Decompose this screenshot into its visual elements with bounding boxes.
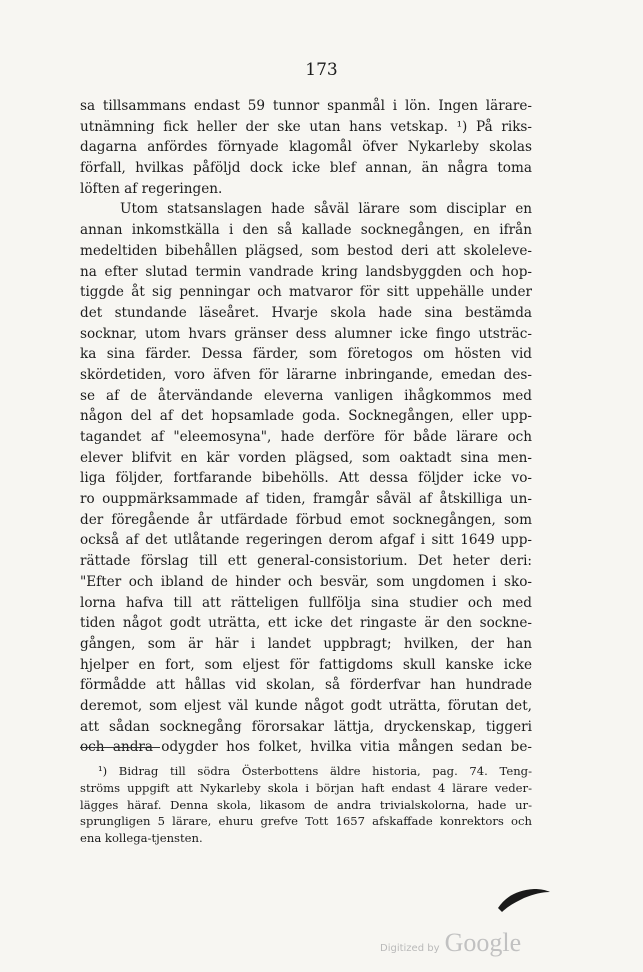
text-line: tiden något godt uträtta, ett icke det ringaste är den sockne- (80, 615, 532, 632)
text-line: annan inkomstkälla i den så kallade socknegången, en ifrån (80, 222, 532, 239)
text-line: skördetiden, voro äfven för lärarne inbringande, emedan des- (80, 366, 532, 383)
text-line: socknar, utom hvars gränser dess alumner icke fingo utsträc- (80, 325, 532, 342)
footnotes (80, 763, 532, 847)
text-line: löften af regeringen. (80, 180, 223, 197)
watermark-logo: Google (444, 928, 522, 957)
text-line: medeltiden bibehållen plägsed, som bestod deri att skoleleve- (80, 242, 532, 259)
watermark-small: Digitized by (380, 943, 440, 954)
text-line: ka sina färder. Dessa färder, som företogos om hösten vid (80, 346, 532, 363)
text-line: någon del af det hopsamlade goda. Socknegången, eller upp- (80, 408, 532, 425)
google-watermark (380, 928, 580, 958)
ink-smudge (494, 884, 554, 914)
text-line: och andra odygder hos folket, hvilka vitia mången sedan be- (80, 739, 532, 756)
text-line: dagarna anfördes förnyade klagomål öfver Nykarleby skolas (80, 139, 532, 156)
text-line: elever blifvit en kär vorden plägsed, som oaktadt sina men- (80, 449, 532, 466)
text-line: tiggde åt sig penningar och matvaror för sitt uppehälle under (80, 284, 532, 301)
text-line: "Efter och ibland de hinder och besvär, som ungdomen i sko- (80, 573, 532, 590)
text-line: Utom statsanslagen hade såväl lärare som disciplar en (120, 201, 532, 218)
page-number: 173 (305, 60, 338, 80)
text-line: att sådan socknegång förorsakar lättja, dryckenskap, tiggeri (80, 718, 532, 735)
text-line: se af de återvändande eleverna vanligen ihågkommos med (80, 387, 532, 404)
text-line: förfall, hvilkas påföljd dock icke blef annan, än några toma (80, 160, 532, 177)
text-line: ro ouppmärksammade af tiden, framgår såväl af åtskilliga un- (80, 491, 532, 508)
footnote-line: sprungligen 5 lärare, ehuru grefve Tott 1657 afskaffade konrektors och (80, 814, 532, 829)
text-line: sa tillsammans endast 59 tunnor spanmål i lön. Ingen lärare- (80, 98, 532, 114)
text-line: lorna hafva till att rätteligen fullfölja sina studier och med (80, 594, 532, 611)
text-line: förmådde att hållas vid skolan, så förderfvar han hundrade (80, 677, 532, 694)
footnote-line: ena kollega-tjensten. (80, 831, 203, 846)
text-line: rättade förslag till ett general-consistorium. Det heter deri: (80, 553, 532, 570)
text-line: det stundande läseåret. Hvarje skola hade sina bestämda (80, 304, 532, 321)
footnote-line: ströms uppgift att Nykarleby skola i början haft endast 4 lärare veder- (80, 780, 532, 795)
body-text (80, 96, 532, 758)
footnote-divider (80, 747, 160, 748)
footnote-line: ¹) Bidrag till södra Österbottens äldre historia, pag. 74. Teng- (98, 764, 532, 778)
text-line: hjelper en fort, som eljest för fattigdoms skull kanske icke (80, 656, 532, 673)
text-line: deremot, som eljest väl kunde något godt uträtta, förutan det, (80, 697, 532, 714)
text-line: na efter slutad termin vandrade kring landsbyggden och hop- (80, 263, 532, 280)
text-line: utnämning fick heller der ske utan hans vetskap. ¹) På riks- (80, 118, 532, 135)
text-line: också af det utlåtande regeringen derom afgaf i sitt 1649 upp- (80, 532, 532, 549)
text-line: tagandet af "eleemosyna", hade derföre för både lärare och (80, 429, 532, 445)
text-line: liga följder, fortfarande bibehölls. Att dessa följder icke vo- (80, 470, 532, 487)
text-line: gången, som är här i landet uppbragt; hvilken, der han (80, 635, 532, 652)
footnote-line: lägges häraf. Denna skola, likasom de andra trivialskolorna, hade ur- (80, 797, 532, 812)
text-line: der föregående år utfärdade förbud emot socknegången, som (80, 511, 532, 528)
